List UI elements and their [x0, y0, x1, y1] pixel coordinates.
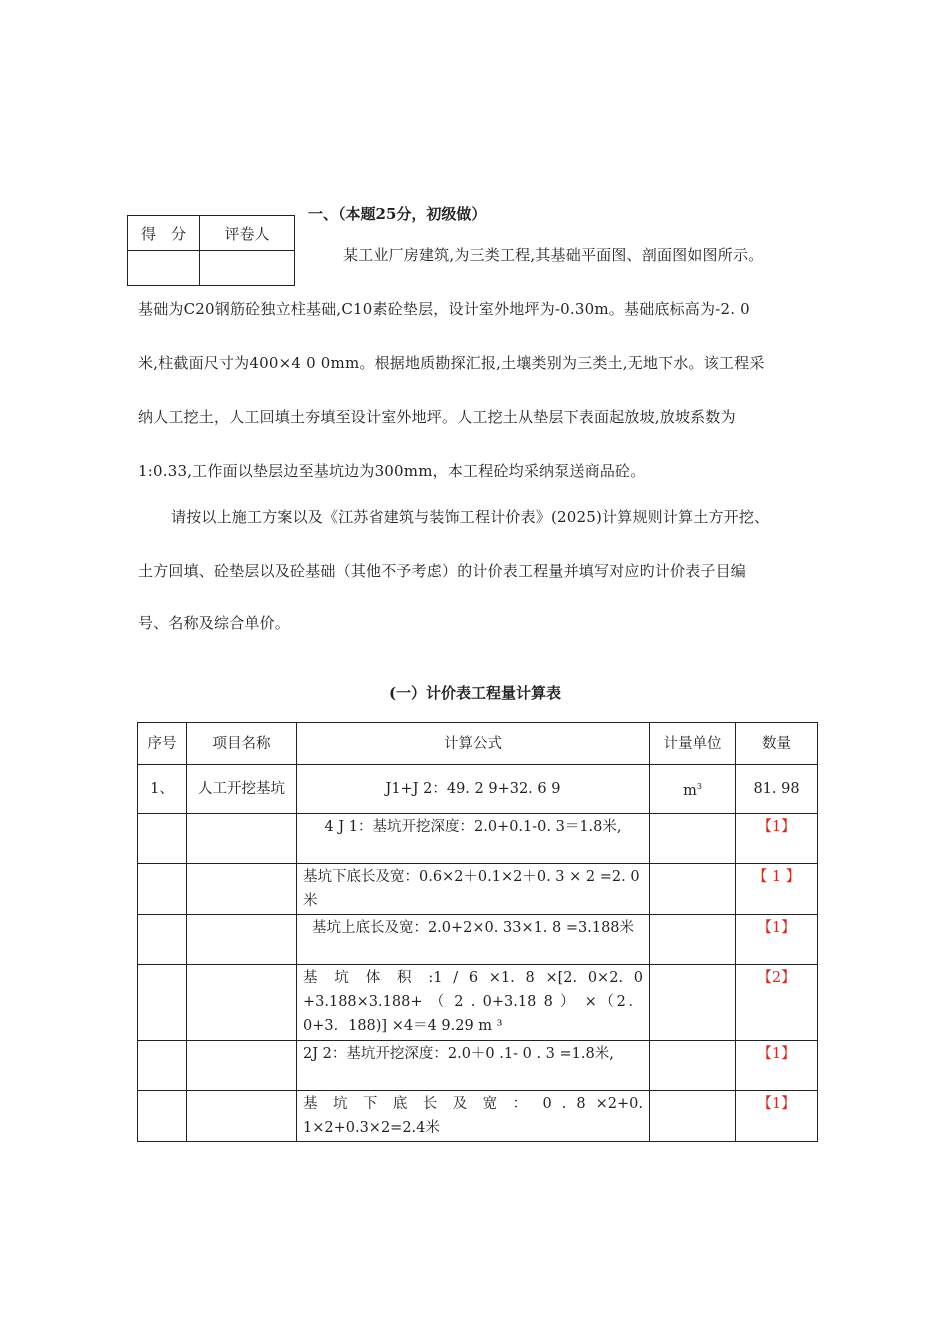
paragraph-line: 土方回填、砼垫层以及砼基础（其他不予考虑）的计价表工程量并填写对应旳计价表子目编 — [138, 562, 747, 580]
row-unit — [650, 1041, 736, 1091]
row-name: 人工开挖基坑 — [187, 765, 297, 814]
header-no: 序号 — [138, 723, 187, 765]
calculation-table — [137, 722, 818, 1142]
grader-cell — [200, 251, 295, 286]
row-formula: 4 J 1：基坑开挖深度：2.0+0.1-0. 3＝1.8米, — [297, 814, 650, 864]
table-title: (一）计价表工程量计算表 — [388, 684, 562, 702]
score-box — [127, 215, 295, 286]
row-formula: J1+J 2：49. 2 9+32. 6 9 — [297, 765, 650, 814]
row-no — [138, 864, 187, 915]
header-formula: 计算公式 — [297, 723, 650, 765]
paragraph-line: 基础为C20钢筋砼独立柱基础,C10素砼垫层，设计室外地坪为-0.30m。基础底标高为-2. 0 — [138, 300, 750, 318]
table-header-row — [138, 723, 818, 765]
row-qty: 【1】 — [736, 915, 818, 965]
header-qty: 数量 — [736, 723, 818, 765]
row-name — [187, 965, 297, 1041]
row-no — [138, 965, 187, 1041]
table-row — [138, 765, 818, 814]
table-row — [138, 814, 818, 864]
row-qty: 81. 98 — [736, 765, 818, 814]
row-no — [138, 814, 187, 864]
row-qty: 【 1 】 — [736, 864, 818, 915]
table-row — [138, 915, 818, 965]
row-formula: 基 坑 下 底 长 及 宽 ： 0 . 8 ×2+0. 1×2+0.3×2=2.4米 — [297, 1091, 650, 1142]
paragraph-line: 米,柱截面尺寸为400×4 0 0mm。根据地质勘探汇报,土壤类别为三类土,无地下水。该工程采 — [138, 354, 765, 372]
score-label: 得 分 — [128, 216, 200, 251]
row-no — [138, 1091, 187, 1142]
header-name: 项目名称 — [187, 723, 297, 765]
row-formula: 2J 2：基坑开挖深度：2.0＋0 .1- 0 . 3 =1.8米, — [297, 1041, 650, 1091]
row-formula: 基 坑 体 积 :1 / 6 ×1. 8 ×[2. 0×2. 0 +3.188×3.188+ （ 2 . 0+3.18 8 ） ×（2．0+3．188)] ×4＝4 9.29 m ³ — [297, 965, 650, 1041]
row-unit — [650, 864, 736, 915]
row-unit — [650, 915, 736, 965]
row-no — [138, 1041, 187, 1091]
score-cell — [128, 251, 200, 286]
row-no — [138, 915, 187, 965]
paragraph-line: 某工业厂房建筑,为三类工程,其基础平面图、剖面图如图所示。 — [343, 246, 764, 264]
grader-label: 评卷人 — [200, 216, 295, 251]
row-name — [187, 864, 297, 915]
row-no: 1、 — [138, 765, 187, 814]
table-row — [138, 1091, 818, 1142]
row-unit — [650, 965, 736, 1041]
paragraph-line: 号、名称及综合单价。 — [138, 614, 291, 632]
row-name — [187, 1041, 297, 1091]
paragraph-line: 1:0.33,工作面以垫层边至基坑边为300mm，本工程砼均采纳泵送商品砼。 — [138, 462, 646, 480]
row-unit — [650, 1091, 736, 1142]
row-qty: 【1】 — [736, 814, 818, 864]
row-formula: 基坑上底长及宽：2.0+2×0. 33×1. 8 =3.188米 — [297, 915, 650, 965]
table-row — [138, 864, 818, 915]
row-qty: 【1】 — [736, 1091, 818, 1142]
row-name — [187, 1091, 297, 1142]
table-row — [138, 1041, 818, 1091]
row-qty: 【1】 — [736, 1041, 818, 1091]
row-formula: 基坑下底长及宽：0.6×2＋0.1×2＋0. 3 × 2 =2. 0米 — [297, 864, 650, 915]
table-row — [138, 965, 818, 1041]
row-qty: 【2】 — [736, 965, 818, 1041]
row-unit: $m^3$ — [650, 765, 736, 814]
paragraph-line: 请按以上施工方案以及《江苏省建筑与装饰工程计价表》(2025)计算规则计算土方开挖、 — [171, 508, 770, 526]
row-name — [187, 915, 297, 965]
row-name — [187, 814, 297, 864]
row-unit — [650, 814, 736, 864]
paragraph-line: 纳人工挖土，人工回填土夯填至设计室外地坪。人工挖土从垫层下表面起放坡,放坡系数为 — [138, 408, 736, 426]
header-unit: 计量单位 — [650, 723, 736, 765]
question-heading: 一、（本题25分，初级做） — [308, 205, 487, 223]
